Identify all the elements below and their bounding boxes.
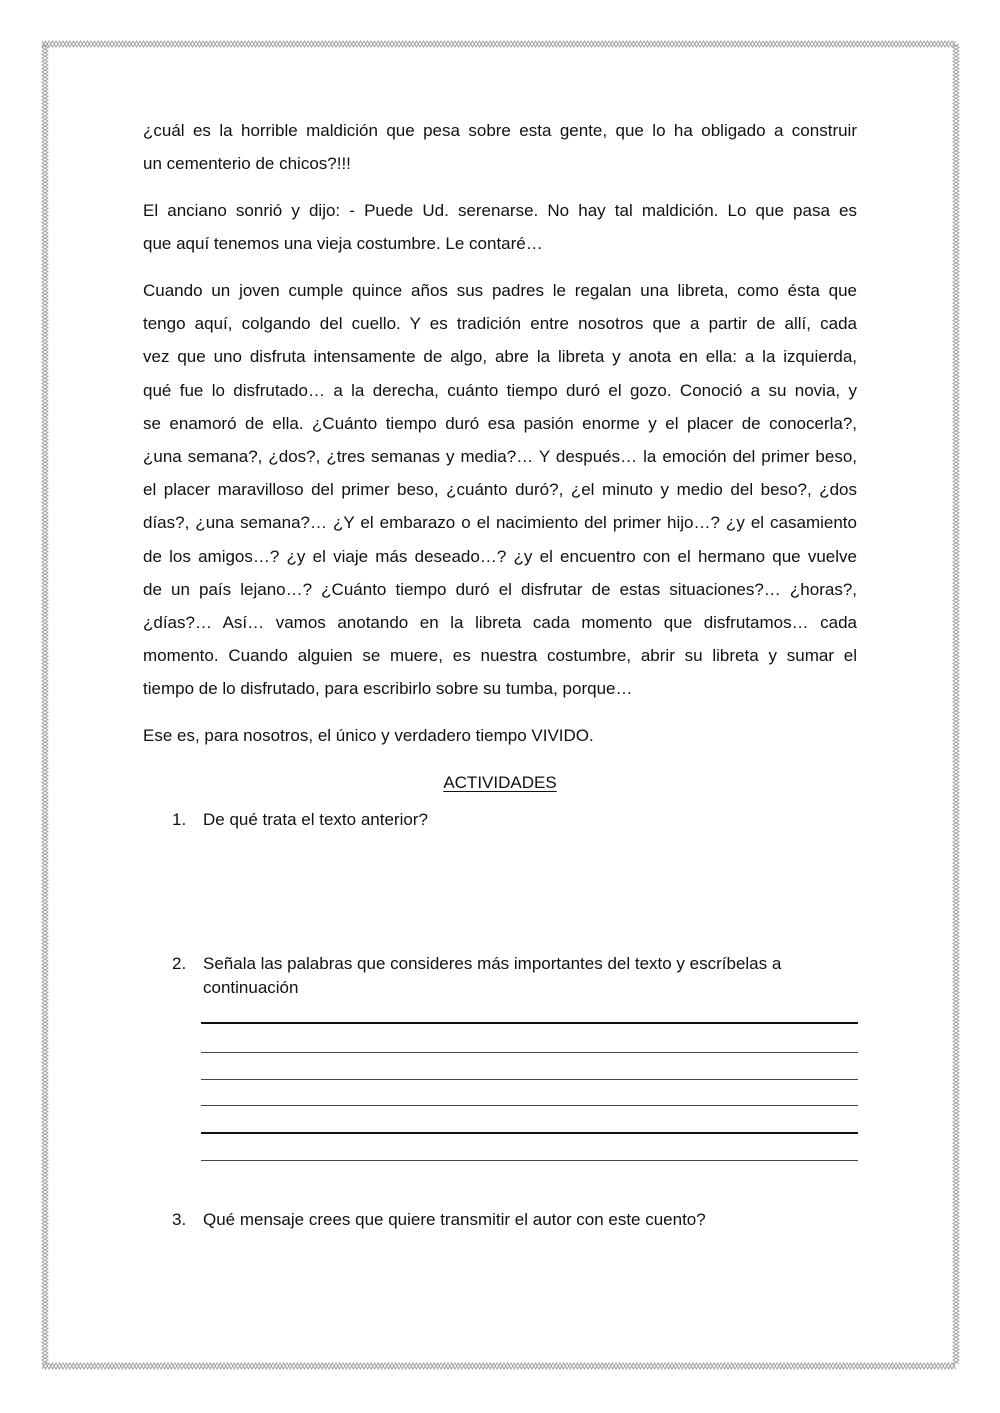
- answer-line: [201, 1160, 858, 1161]
- text-line: ¿cuál es la horrible maldición que pesa sobre esta gente, que lo ha obligado a construir: [143, 121, 857, 140]
- paragraph: [143, 194, 857, 260]
- question-text: Señala las palabras que consideres más importantes del texto y escríbelas a continuación: [203, 954, 782, 997]
- question-number: 1.: [172, 810, 187, 829]
- question-number: 2.: [172, 954, 187, 973]
- text-line: El anciano sonrió y dijo: - Puede Ud. serenarse. No hay tal maldición. Lo que pasa es: [143, 201, 857, 220]
- text-line: Ese es, para nosotros, el único y verdadero tiempo VIVIDO.: [143, 726, 594, 746]
- answer-line: [201, 1132, 858, 1134]
- text-line: tiempo de lo disfrutado, para escribirlo sobre su tumba, porque…: [143, 679, 633, 699]
- text-line: momento. Cuando alguien se muere, es nuestra costumbre, abrir su libreta y sumar el: [143, 646, 857, 666]
- text-line: ¿días?… Así… vamos anotando en la libreta cada momento que disfrutamos… cada: [143, 613, 857, 633]
- text-line: se enamoró de ella. ¿Cuánto tiempo duró esa pasión enorme y el placer de conocerla?,: [143, 413, 857, 433]
- question-number: 3.: [172, 1210, 187, 1229]
- text-line: de un país lejano…? ¿Cuánto tiempo duró el disfrutar de estas situaciones?… ¿horas?,: [143, 579, 857, 599]
- text-line: vez que uno disfruta intensamente de algo, abre la libreta y anota en ella: a la izquierda,: [143, 347, 857, 367]
- story-text: [143, 114, 857, 766]
- question-text: De qué trata el texto anterior?: [203, 810, 428, 829]
- activities-heading: [143, 766, 857, 799]
- text-line: tengo aquí, colgando del cuello. Y es tradición entre nosotros que a partir de allí, cada: [143, 314, 857, 334]
- text-line: qué fue lo disfrutado… a la derecha, cuánto tiempo duró el gozo. Conoció a su novia, y: [143, 380, 857, 400]
- text-line: un cementerio de chicos?!!!: [143, 154, 351, 174]
- activities-heading-text: ACTIVIDADES: [443, 773, 557, 792]
- text-line: días?, ¿una semana?… ¿Y el embarazo o el nacimiento del primer hijo…? ¿y el casamiento: [143, 513, 857, 533]
- answer-line: [201, 1052, 858, 1053]
- text-line: ¿una semana?, ¿dos?, ¿tres semanas y media?… Y después… la emoción del primer beso,: [143, 447, 857, 467]
- answer-line: [201, 1022, 858, 1024]
- text-line: de los amigos…? ¿y el viaje más deseado…? ¿y el encuentro con el hermano que vuelve: [143, 546, 857, 566]
- question-text: Qué mensaje crees que quiere transmitir el autor con este cuento?: [203, 1210, 706, 1229]
- answer-line: [201, 1079, 858, 1080]
- text-line: el placer maravilloso del primer beso, ¿cuánto duró?, ¿el minuto y medio del beso?, ¿dos: [143, 480, 857, 500]
- border-zigzag: [42, 44, 48, 1364]
- answer-line: [201, 1105, 858, 1106]
- text-line: que aquí tenemos una vieja costumbre. Le contaré…: [143, 234, 543, 254]
- paragraph: [143, 274, 857, 706]
- text-line: Cuando un joven cumple quince años sus padres le regalan una libreta, como ésta que: [143, 281, 857, 300]
- border-zigzag: [953, 44, 959, 1364]
- paragraph: [143, 114, 857, 180]
- paragraph: [143, 719, 857, 752]
